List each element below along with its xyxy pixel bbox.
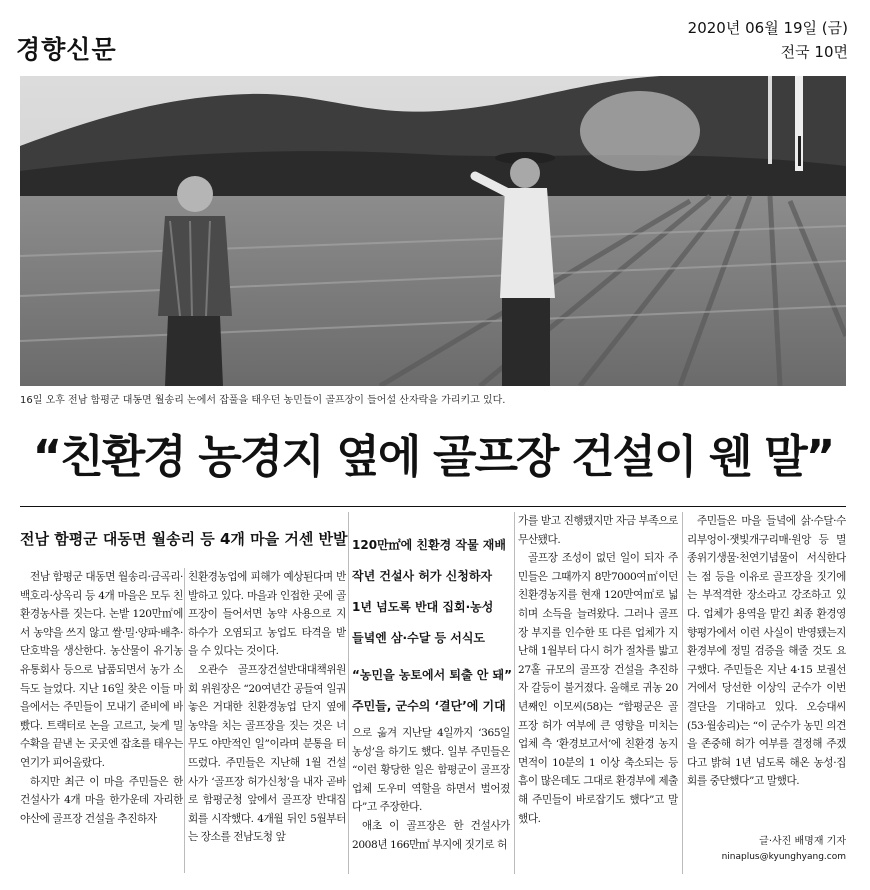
summary-line: 120만㎡에 친환경 작물 재배 (352, 538, 506, 552)
photo-caption: 16일 오후 전남 함평군 대동면 월송리 논에서 잡풀을 태우던 농민들이 골프장이 들어설 산자락을 가리키고 있다. (20, 395, 506, 406)
body-column-4 (518, 512, 678, 862)
body-paragraph: 가를 받고 진행됐지만 자금 부족으로 무산됐다. (518, 515, 678, 546)
body-paragraph: 애초 이 골프장은 한 건설사가 2008년 166만㎡ 부지에 짓기로 허 (352, 819, 510, 851)
body-paragraph: 주민들은 마을 들녘에 삵·수달·수리부엉이·잿빛개구리매·원앙 등 멸종위기생물·천연기념물이 서식한다는 점 등을 이유로 골프장을 짓기에는 부적격한 장소라고 강조하고 있다. 업체가 용역을 맡긴 최종 환경영향평가에서 이런 사실이 반영됐는지 환경부에 정밀 검증을 해줄 것도 요구했다. 주민들은 지난 4·15 보궐선거에서 당선한 이상익 군수가 이번 결단을 기대하고 있다. 오승대씨(53·월송리)는 “이 군수가 농민 의견을 존중해 허가 여부를 결정해 주겠다고 밝혀 1년 넘도록 해온 농성·집회를 중단했다”고 말했다. (687, 515, 846, 788)
body-paragraph: 친환경농업에 피해가 예상된다며 반발하고 있다. 마을과 인접한 곳에 골프장이 들어서면 농약 사용으로 지하수가 오염되고 농업도 타격을 받을 수 있다는 것이다. (188, 571, 346, 658)
body-paragraph: 으로 옮겨 지난달 4일까지 ‘365일 농성’을 하기도 했다. 일부 주민들은 “이런 황당한 일은 함평군이 골프장 업체 도우미 역할을 하면서 벌어졌다”고 주장한다. (352, 727, 510, 814)
article-subhead: 전남 함평군 대동면 월송리 등 4개 마을 거센 반발 (20, 530, 348, 548)
column-divider (682, 512, 683, 874)
page-number: 전국 10면 (780, 43, 848, 61)
dateline (688, 16, 848, 64)
column-divider (514, 512, 515, 874)
body-column-2 (188, 568, 346, 876)
body-column-1 (20, 568, 183, 876)
summary-line: 작년 건설사 허가 신청하자 (352, 569, 493, 583)
newspaper-masthead: 경향신문 (16, 35, 117, 64)
byline: 글·사진 배명재 기자 (759, 836, 846, 847)
article-headline: “친환경 농경지 옆에 골프장 건설이 웬 말” (32, 430, 834, 483)
publication-date: 2020년 06월 19일 (금) (687, 19, 848, 37)
news-photo (20, 76, 846, 386)
body-column-3 (352, 724, 510, 874)
headline-rule (20, 506, 846, 507)
column-divider (348, 512, 349, 874)
column-divider (184, 568, 185, 873)
body-paragraph: 오관수 골프장건설반대대책위원회 위원장은 “20여년간 공들여 일궈놓은 거대한 친환경농업 단지 옆에 농약을 치는 골프장을 짓는 것은 너무도 야만적인 일”이라며 분통을 터뜨렸다. 주민들은 지난해 1월 건설사가 ‘골프장 허가신청’을 내자 곧바로 함평군청 앞에서 골프장 반대집회를 시작했다. 4개월 뒤인 5월부터는 장소를 전남도청 앞 (188, 663, 346, 844)
field-scene-illustration (20, 76, 846, 386)
body-paragraph: 골프장 조성이 없던 일이 되자 주민들은 그때까지 8만7000여㎡이던 친환경농지를 현재 120만여㎡로 넓히며 소득을 늘려왔다. 그러나 골프장 부지를 인수한 또 다른 업체가 지난해 1월부터 다시 허가 절차를 밟고 27홀 규모의 골프장 건설을 추진하자 갈등이 불거졌다. 올해로 귀농 20년째인 이모씨(58)는 “함평군은 골프장 허가 여부에 큰 영향을 미치는 업체 측 ‘환경보고서’에 친환경 농지 면적이 10분의 1 이상 축소되는 등 흠이 많은데도 그대로 환경부에 제출해 주민들이 바로잡기도 했다”고 말했다. (518, 552, 678, 825)
summary-line: 1년 넘도록 반대 집회·농성 (352, 600, 494, 614)
body-column-5 (687, 512, 846, 822)
side-summary (352, 530, 512, 722)
pull-quote-sub: 주민들, 군수의 ‘결단’에 기대 (352, 699, 506, 713)
pull-quote: “농민을 농토에서 퇴출 안 돼” (352, 668, 512, 682)
body-paragraph: 하지만 최근 이 마을 주민들은 한 건설사가 4개 마을 한가운데 자리한 야산에 골프장 건설을 추진하자 (20, 775, 183, 825)
reporter-email[interactable]: ninaplus@kyunghyang.com (721, 852, 846, 862)
body-paragraph: 전남 함평군 대동면 월송리·금곡리·백호리·상옥리 등 4개 마을은 모두 친환경농사를 짓는다. 논밭 120만㎡에서 농약을 쓰지 않고 쌀·밀·양파·배추·단호박을 생산한다. 농산물이 유기농유통회사 등으로 납품되면서 농가 소득도 늘었다. 지난 16일 찾은 이들 마을에서는 주민들이 모내기 준비에 바빴다. 트랙터로 논을 고르고, 늦게 밀 수확을 끝낸 논 곳곳엔 잡초를 태우는 연기가 피어올랐다. (20, 571, 183, 769)
summary-line: 들녘엔 삼·수달 등 서식도 (352, 631, 486, 645)
